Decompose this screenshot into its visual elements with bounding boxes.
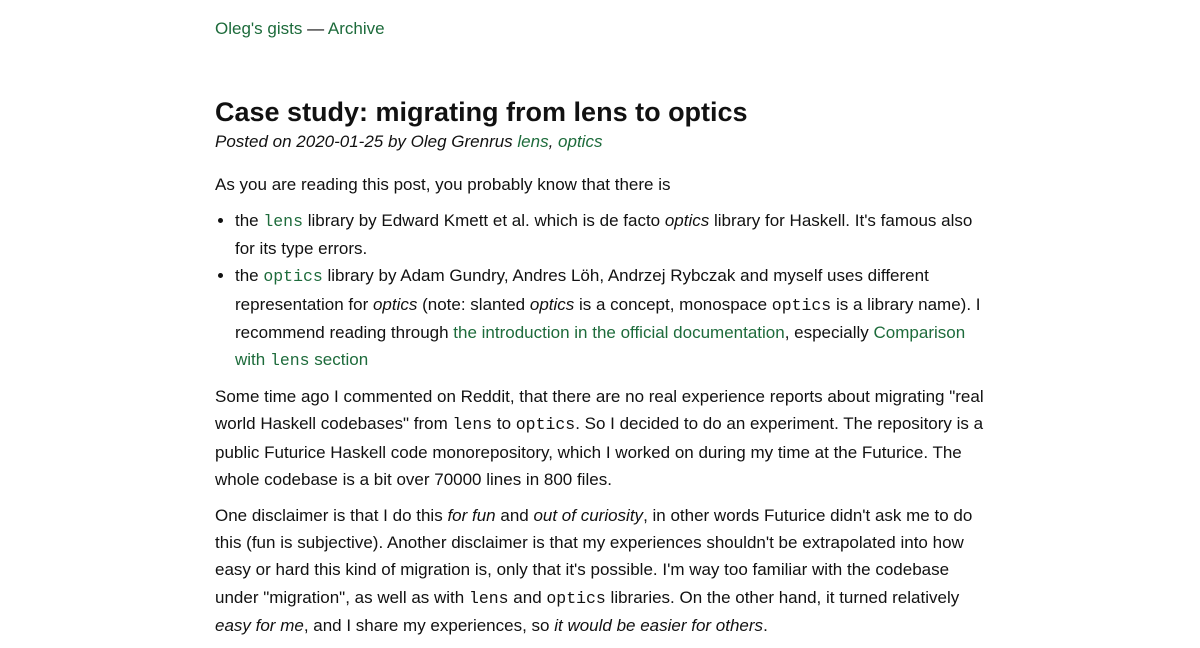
list-item-lens [235,207,990,263]
emphasis: easy for me [215,615,304,635]
code-lens: lens [468,588,509,608]
post-meta [215,131,602,153]
code-lens: lens [263,211,303,231]
text-span: (note: slanted [417,294,530,314]
text-span: Some time ago I commented on Reddit, that there are no real experience reports about migrating "real world Haskell codebases" from [215,387,984,434]
text-span: is a concept, monospace [574,294,772,314]
code-optics: optics [515,415,576,435]
text-span: One disclaimer is that I do this [215,505,448,525]
emphasis: optics [372,294,418,314]
text-span: , and I share my experiences, so [303,615,555,635]
post-title: Case study: migrating from lens to optics [215,97,748,127]
code-lens: lens [452,415,493,435]
text-span: is a library name). I recommend reading through [235,294,981,342]
link-text: section [309,350,369,370]
tag-optics-link[interactable]: optics [558,132,603,151]
archive-link[interactable]: Archive [327,19,385,38]
list-item-optics [235,262,990,374]
documentation-introduction-link[interactable]: the introduction in the official documentation [453,322,785,342]
code-optics: optics [771,295,832,315]
text-span: library for Haskell. It's famous also for its type errors. [235,210,973,259]
post-content [215,171,990,648]
site-header [215,18,385,40]
emphasis: for fun [447,505,496,525]
reddit-paragraph [215,383,990,493]
text-span: , especially [784,322,874,342]
text-span: library by Adam Gundry, Andres Löh, Andrzej Rybczak and myself uses different representation for [235,266,929,314]
post-meta-text: Posted on 2020-01-25 by Oleg Grenrus [215,132,518,151]
code-optics: optics [263,267,323,287]
header-separator: — [302,19,328,38]
disclaimer-paragraph [215,502,990,639]
emphasis: optics [664,210,710,230]
code-lens: lens [269,351,310,371]
text-span: the [235,210,264,230]
library-list [215,207,990,375]
tag-lens-link[interactable]: lens [517,132,549,151]
text-span: and [495,505,534,525]
lens-package-link[interactable] [263,211,303,230]
text-span: . [763,615,768,635]
text-span: . So I decided to do an experiment. The repository is a public Futurice Haskell code monorepository, which I worked on during my time at the Futurice. The whole codebase is a bit over 70000 lines in 800 files. [215,414,984,489]
emphasis: it would be easier for others [554,615,764,635]
text-span: library by Edward Kmett et al. which is de facto [302,210,665,230]
tag-separator: , [548,132,559,151]
text-span: and [508,587,547,607]
text-span: , in other words Futurice didn't ask me to do this (fun is subjective). Another disclaimer is that my experiences shouldn't be extrapolated into how easy or hard this kind of migration is, only that it's possible. I'm way too familiar with the codebase under "migration", as well as with [215,505,973,607]
text-span: libraries. On the other hand, it turned relatively [605,587,960,607]
text-span: to [492,414,516,434]
emphasis: out of curiosity [533,505,644,525]
optics-package-link[interactable] [263,266,322,285]
intro-paragraph: As you are reading this post, you probably know that there is [215,175,671,194]
link-text: Comparison with [235,322,966,370]
emphasis: optics [529,294,575,314]
code-optics: optics [546,588,606,608]
site-home-link[interactable]: Oleg's gists [215,19,303,38]
text-span: the [235,266,264,286]
